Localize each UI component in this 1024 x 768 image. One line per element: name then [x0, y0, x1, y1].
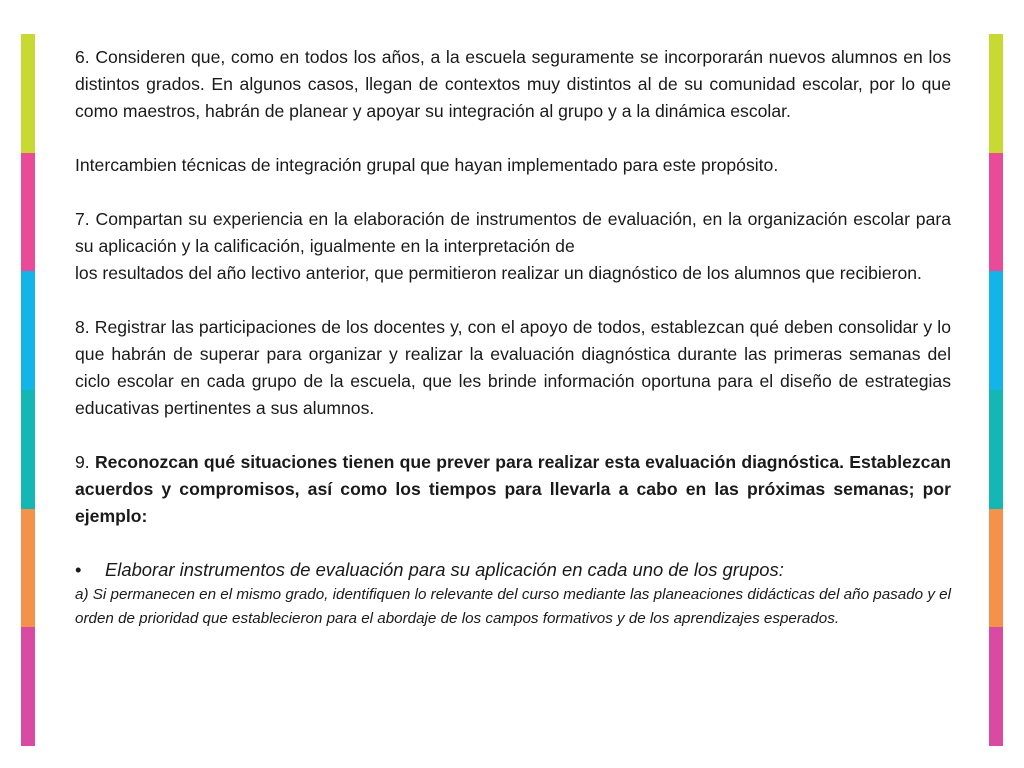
stripe-segment-pink [21, 153, 35, 272]
stripe-segment-lime [989, 34, 1003, 153]
paragraph-7-part1: 7. Compartan su experiencia en la elaboración de instrumentos de evaluación, en la organización escolar para su aplicación y la calificación, igualmente en la interpretación de [75, 209, 951, 256]
stripe-segment-lime [21, 34, 35, 153]
stripe-segment-magenta [21, 627, 35, 746]
paragraph-9-number: 9. [75, 452, 95, 472]
stripe-segment-teal [21, 390, 35, 509]
stripe-segment-orange [21, 509, 35, 628]
paragraph-8: 8. Registrar las participaciones de los docentes y, con el apoyo de todos, establezcan qué deben consolidar y lo que habrán de superar para organizar y realizar la evaluación diagnóstica durante las primeras semanas del ciclo escolar en cada grupo de la escuela, que les brinde información oportuna para el diseño de estrategias educativas pertinentes a sus alumnos. [75, 317, 951, 418]
slide-body [75, 44, 951, 631]
stripe-segment-cyan [989, 271, 1003, 390]
paragraph-9-bold: Reconozcan qué situaciones tienen que prever para realizar esta evaluación diagnóstica. Establezcan acuerdos y compromisos, así como los tiempos para llevarla a cabo en las próximas semanas; por ejemplo: [75, 452, 951, 526]
bullet-item [75, 556, 951, 583]
sub-item-a: a) Si permanecen en el mismo grado, identifiquen lo relevante del curso mediante las planeaciones didácticas del año pasado y el orden de prioridad que establecieron para el abordaje de los campos formativos y de los aprendizajes esperados. [75, 586, 951, 627]
paragraph-9 [75, 449, 951, 530]
paragraph-6: 6. Consideren que, como en todos los años, a la escuela seguramente se incorporarán nuevos alumnos en los distintos grados. En algunos casos, llegan de contextos muy distintos al de su comunidad escolar, por lo que como maestros, habrán de planear y apoyar su integración al grupo y a la dinámica escolar. [75, 47, 951, 121]
bullet-text: Elaborar instrumentos de evaluación para su aplicación en cada uno de los grupos: [105, 559, 784, 580]
paragraph-6-followup: Intercambien técnicas de integración grupal que hayan implementado para este propósito. [75, 155, 779, 175]
right-color-stripe [989, 34, 1003, 746]
bullet-icon: • [75, 559, 82, 580]
left-color-stripe [21, 34, 35, 746]
stripe-segment-cyan [21, 271, 35, 390]
paragraph-7-part2: los resultados del año lectivo anterior, que permitieron realizar un diagnóstico de los alumnos que recibieron. [75, 263, 922, 283]
stripe-segment-magenta [989, 627, 1003, 746]
stripe-segment-pink [989, 153, 1003, 272]
stripe-segment-teal [989, 390, 1003, 509]
stripe-segment-orange [989, 509, 1003, 628]
